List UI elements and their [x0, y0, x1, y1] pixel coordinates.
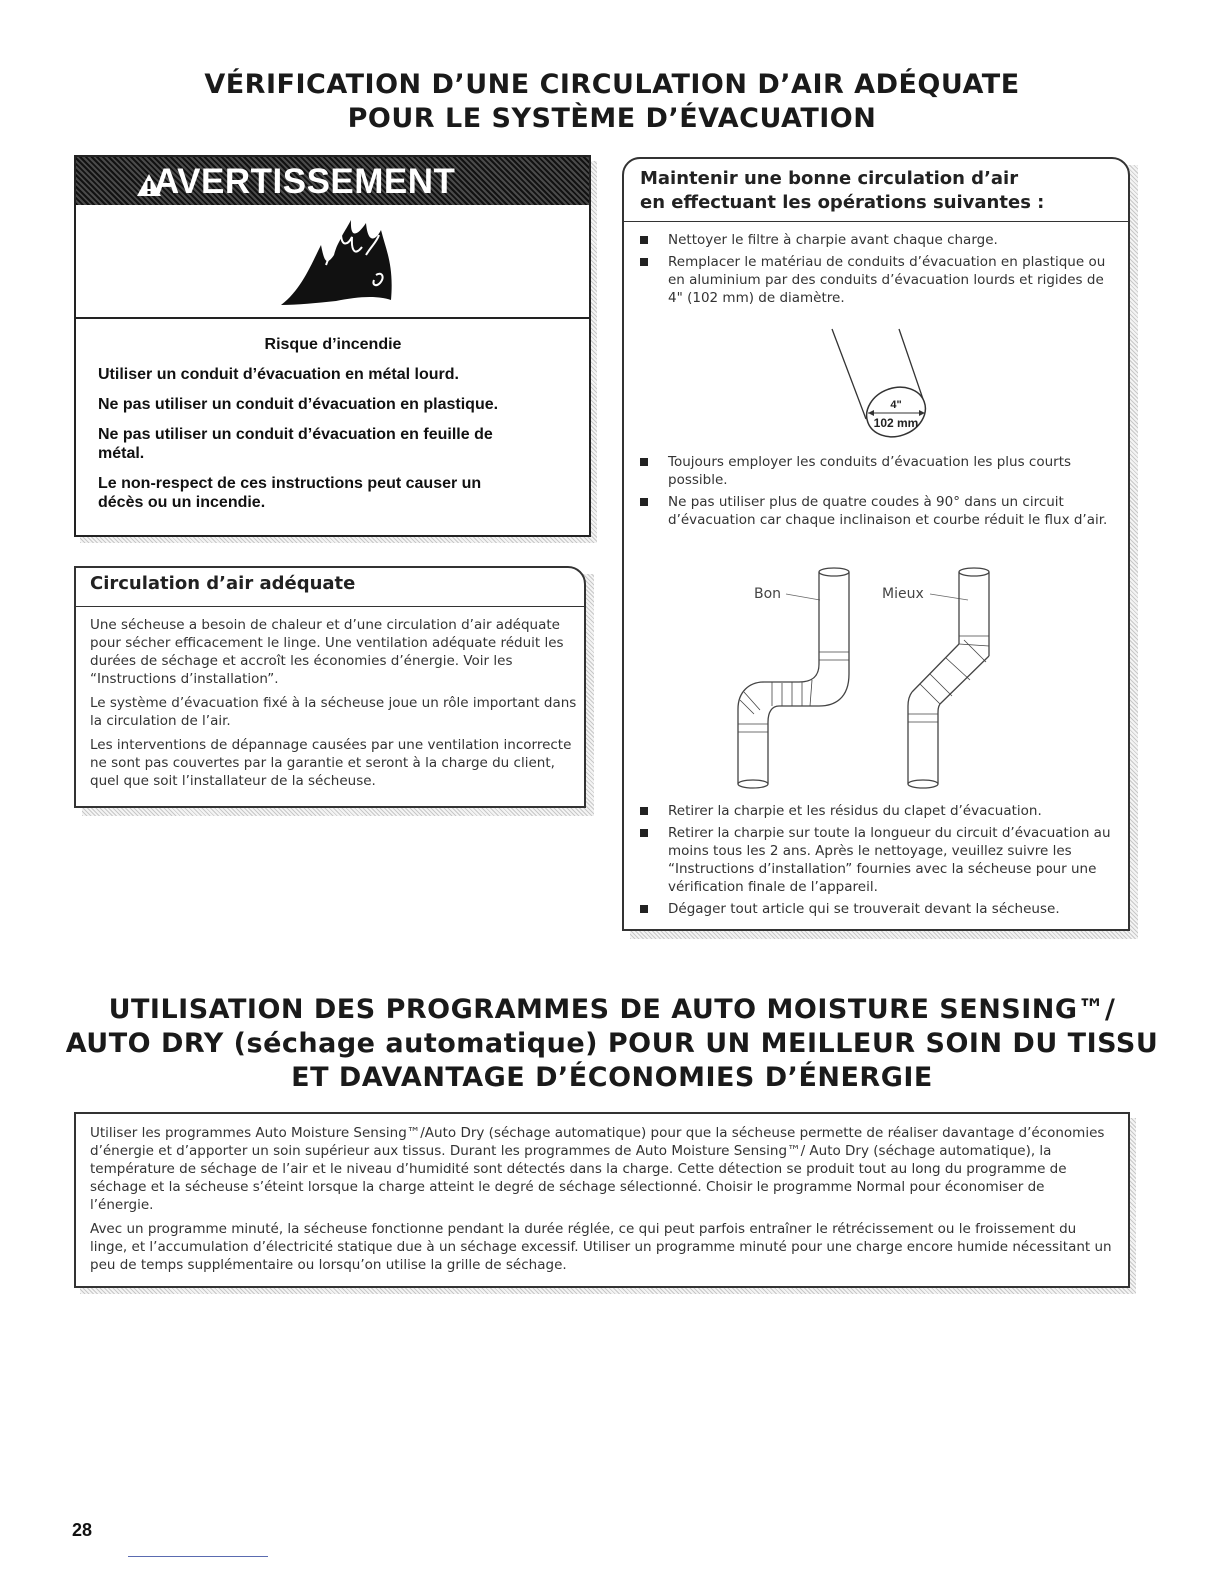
duct-label-mm: 102 mm [873, 416, 919, 430]
section-title-line-1: UTILISATION DES PROGRAMMES DE AUTO MOISTURE SENSING™/ [108, 994, 1116, 1025]
maintain-box [622, 157, 1130, 931]
warning-risk-title: Risque d’incendie [264, 336, 402, 353]
list-item: Retirer la charpie et les résidus du clapet d’évacuation. [638, 802, 1122, 820]
label-better: Mieux [882, 586, 924, 602]
bullet-list [638, 802, 1122, 922]
paragraph: Utiliser les programmes Auto Moisture Sensing™/Auto Dry (séchage automatique) pour que la sécheuse permette de réaliser davantage d’économies d’énergie et d’apporter un soin supérieur aux tissus. Durant les programmes de Auto Moisture Sensing™/ Auto Dry (séchage automatique), la température de séchage de l’air et le niveau d’humidité sont détectés dans la charge. Cette détection se produit tout au long du programme de séchage et la sécheuse s’éteint lorsque la charge atteint le degré de séchage sélectionné. Choisir le programme Normal pour économiser de l’énergie. [90, 1125, 1105, 1213]
bullet-list [638, 453, 1122, 533]
section-title-line-2: AUTO DRY (séchage automatique) POUR UN MEILLEUR SOIN DU TISSU [65, 1028, 1159, 1059]
fire-icon [76, 205, 589, 317]
circulation-text [90, 616, 578, 796]
paragraph: Avec un programme minuté, la sécheuse fonctionne pendant la durée réglée, ce qui peut parfois entraîner le rétrécissement ou le froissement du linge, et l’accumulation d’électricité statique due à un séchage excessif. Utiliser un programme minuté pour une charge encore humide nécessitant un peu de temps supplémentaire ou lorsqu’on utilise la grille de séchage. [90, 1221, 1112, 1273]
paragraph: Une sécheuse a besoin de chaleur et d’une circulation d’air adéquate pour sécher efficacement le linge. Une ventilation adéquate réduit les durées de séchage et accroît les économies d’énergie. Voir les “Instructions d’installation”. [90, 617, 564, 687]
fire-illustration [76, 205, 589, 319]
circulation-box [74, 566, 586, 808]
section-title-ventilation [0, 68, 1224, 136]
warning-box [74, 155, 591, 537]
maintain-heading [640, 167, 1044, 215]
list-item: Ne pas utiliser plus de quatre coudes à 90° dans un circuit d’évacuation car chaque inclinaison et courbe réduit le flux d’air. [638, 493, 1122, 529]
section-title-line-1: VÉRIFICATION D’UNE CIRCULATION D’AIR ADÉQUATE [204, 69, 1020, 100]
warning-line: Ne pas utiliser un conduit d’évacuation en plastique. [98, 396, 499, 413]
list-item: Remplacer le matériau de conduits d’évacuation en plastique ou en aluminium par des conduits d’évacuation lourds et rigides de 4" (102 mm) de diamètre. [638, 253, 1122, 307]
duct-diameter-diagram [804, 324, 964, 449]
list-item: Dégager tout article qui se trouverait devant la sécheuse. [638, 900, 1122, 918]
warning-line: Utiliser un conduit d’évacuation en métal lourd. [98, 366, 459, 383]
paragraph: Le système d’évacuation fixé à la sécheuse joue un rôle important dans la circulation de l’air. [90, 695, 577, 729]
bullet-list [638, 231, 1122, 311]
duct-label-inches: 4" [890, 399, 902, 411]
divider [76, 606, 584, 607]
section-title-auto-dry [0, 993, 1224, 1095]
warning-line: Le non-respect de ces instructions peut causer un décès ou un incendie. [98, 475, 482, 511]
warning-line: Ne pas utiliser un conduit d’évacuation en feuille de métal. [98, 426, 493, 462]
footer-rule [128, 1556, 268, 1557]
programs-box [74, 1112, 1130, 1288]
list-item: Nettoyer le filtre à charpie avant chaque charge. [638, 231, 1122, 249]
circulation-heading: Circulation d’air adéquate [90, 573, 356, 594]
elbow-comparison-diagram [724, 564, 1024, 794]
warning-text [98, 335, 568, 523]
list-item: Retirer la charpie sur toute la longueur du circuit d’évacuation au moins tous les 2 ans. Après le nettoyage, veuillez suivre les “Instructions d’installation” fournies avec la sécheuse pour une vérification finale de l’appareil. [638, 824, 1122, 896]
page-number: 28 [72, 1520, 93, 1540]
warning-header [76, 157, 589, 205]
programs-text [90, 1124, 1112, 1280]
warning-header-label: AVERTISSEMENT [154, 162, 456, 201]
divider [624, 221, 1128, 222]
maintain-heading-line-2: en effectuant les opérations suivantes : [640, 192, 1045, 213]
paragraph: Les interventions de dépannage causées par une ventilation incorrecte ne sont pas couvertes par la garantie et seront à la charge du client, quel que soit l’installateur de la sécheuse. [90, 737, 572, 789]
label-good: Bon [754, 586, 782, 602]
maintain-heading-line-1: Maintenir une bonne circulation d’air [640, 168, 1019, 189]
section-title-line-3: ET DAVANTAGE D’ÉCONOMIES D’ÉNERGIE [291, 1062, 933, 1093]
list-item: Toujours employer les conduits d’évacuation les plus courts possible. [638, 453, 1122, 489]
section-title-line-2: POUR LE SYSTÈME D’ÉVACUATION [347, 103, 877, 134]
